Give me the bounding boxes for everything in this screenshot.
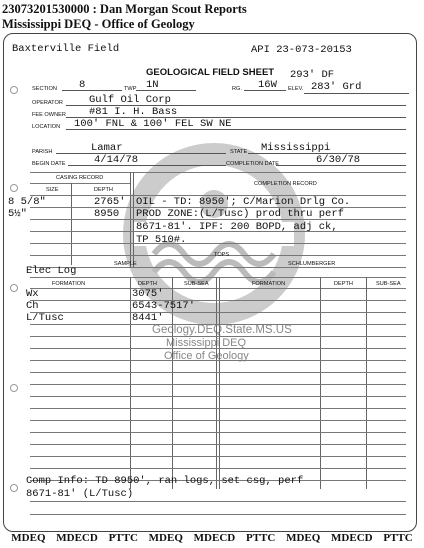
watermark-office: Office of Geology xyxy=(164,350,249,362)
elec-log-label: Elec Log xyxy=(26,265,77,277)
grd-elevation: 283' Grd xyxy=(311,81,362,93)
casing-size-2: 5½" xyxy=(8,208,27,220)
casing-depth-2: 8950 xyxy=(94,208,120,220)
operator-label: OPERATOR xyxy=(32,100,63,106)
punch-hole xyxy=(10,384,18,392)
casing-depth-1: 2765' xyxy=(94,196,126,208)
subsea-header-right: SUB-SEA xyxy=(376,281,401,287)
completion-line-4: TP 510#. xyxy=(136,234,187,246)
top-formation-1: Wx xyxy=(26,288,39,300)
completion-date-value: 6/30/78 xyxy=(316,154,361,166)
punch-hole xyxy=(10,86,18,94)
footer-item: MDEQ xyxy=(286,532,321,544)
footer-banner xyxy=(0,532,424,544)
schlumberger-label: SCHLUMBERGER xyxy=(288,261,336,267)
rg-label: RG. xyxy=(232,86,242,92)
punch-hole xyxy=(10,184,18,192)
top-depth-1: 3075' xyxy=(132,288,164,300)
casing-record-label: CASING RECORD xyxy=(56,175,104,181)
footer-item: MDECD xyxy=(193,532,236,544)
section-label: SECTION xyxy=(32,86,57,92)
footer-item: PTTC xyxy=(383,532,413,544)
watermark-org: Mississippi DEQ xyxy=(166,337,247,349)
report-title: 23073201530000 : Dan Morgan Scout Reports xyxy=(2,2,247,16)
location-label: LOCATION xyxy=(32,124,61,130)
footer-item: MDEQ xyxy=(11,532,46,544)
sample-label: SAMPLE xyxy=(114,261,137,267)
field-sheet-card xyxy=(3,33,417,532)
watermark-url: Geology.DEQ.State.MS.US xyxy=(152,324,292,336)
state-label: STATE xyxy=(230,149,248,155)
twp-label: TWP xyxy=(124,86,137,92)
twp-value: 1N xyxy=(146,79,159,91)
state-value: Mississippi xyxy=(261,142,331,154)
df-elevation: 293' DF xyxy=(290,69,335,81)
casing-size-header: SIZE xyxy=(46,187,59,193)
completion-date-label: COMPLETION DATE xyxy=(226,161,280,167)
api-number: API 23-073-20153 xyxy=(251,44,352,56)
completion-line-1: OIL - TD: 8950'; C/Marion Drlg Co. xyxy=(136,196,351,208)
parish-label: PARISH xyxy=(32,149,53,155)
fee-owner-label: FEE OWNER xyxy=(32,112,66,118)
rg-value: 16W xyxy=(258,79,277,91)
footer-item: MDECD xyxy=(56,532,98,544)
report-subtitle: Mississippi DEQ - Office of Geology xyxy=(2,17,195,31)
casing-depth-header: DEPTH xyxy=(94,187,113,193)
completion-line-3: 8671-81'. IPF: 200 BOPD, adj ck, xyxy=(136,221,338,233)
footer-item: PTTC xyxy=(245,532,276,544)
top-depth-2: 6543-7517' xyxy=(132,300,196,312)
field-name: Baxterville Field xyxy=(12,43,120,55)
section-value: 8 xyxy=(79,79,86,91)
tops-label: TOPS xyxy=(214,252,230,258)
punch-hole xyxy=(10,284,18,292)
sheet-title: GEOLOGICAL FIELD SHEET xyxy=(146,67,275,78)
top-formation-3: L/Tusc xyxy=(26,312,64,324)
top-formation-2: Ch xyxy=(26,300,39,312)
punch-hole xyxy=(10,484,18,492)
formation-header-left: FORMATION xyxy=(52,281,86,287)
depth-header-left: DEPTH xyxy=(138,281,157,287)
parish-value: Lamar xyxy=(91,142,123,154)
location-value: 100' FNL & 100' FEL SW NE xyxy=(74,118,232,130)
comp-info-line-1: Comp Info: TD 8950', ran logs, set csg, perf xyxy=(26,475,304,487)
elev-label: ELEV. xyxy=(288,86,304,92)
completion-line-2: PROD ZONE:(L/Tusc) prod thru perf xyxy=(136,208,344,220)
comp-info-line-2: 8671-81' (L/Tusc) xyxy=(26,488,134,500)
depth-header-right: DEPTH xyxy=(334,281,353,287)
fee-owner-value: #81 I. H. Bass xyxy=(89,106,178,118)
subsea-header-left: SUB-SEA xyxy=(184,281,209,287)
footer-item: MDECD xyxy=(331,532,373,544)
formation-header-right: FORMATION xyxy=(252,281,286,287)
footer-item: PTTC xyxy=(108,532,138,544)
operator-value: Gulf Oil Corp xyxy=(89,94,171,106)
begin-date-label: BEGIN DATE xyxy=(32,161,66,167)
completion-record-label: COMPLETION RECORD xyxy=(254,181,317,187)
footer-item: MDEQ xyxy=(148,532,183,544)
casing-size-1: 8 5/8" xyxy=(8,196,46,208)
top-depth-3: 8441' xyxy=(132,312,164,324)
begin-date-value: 4/14/78 xyxy=(94,154,139,166)
